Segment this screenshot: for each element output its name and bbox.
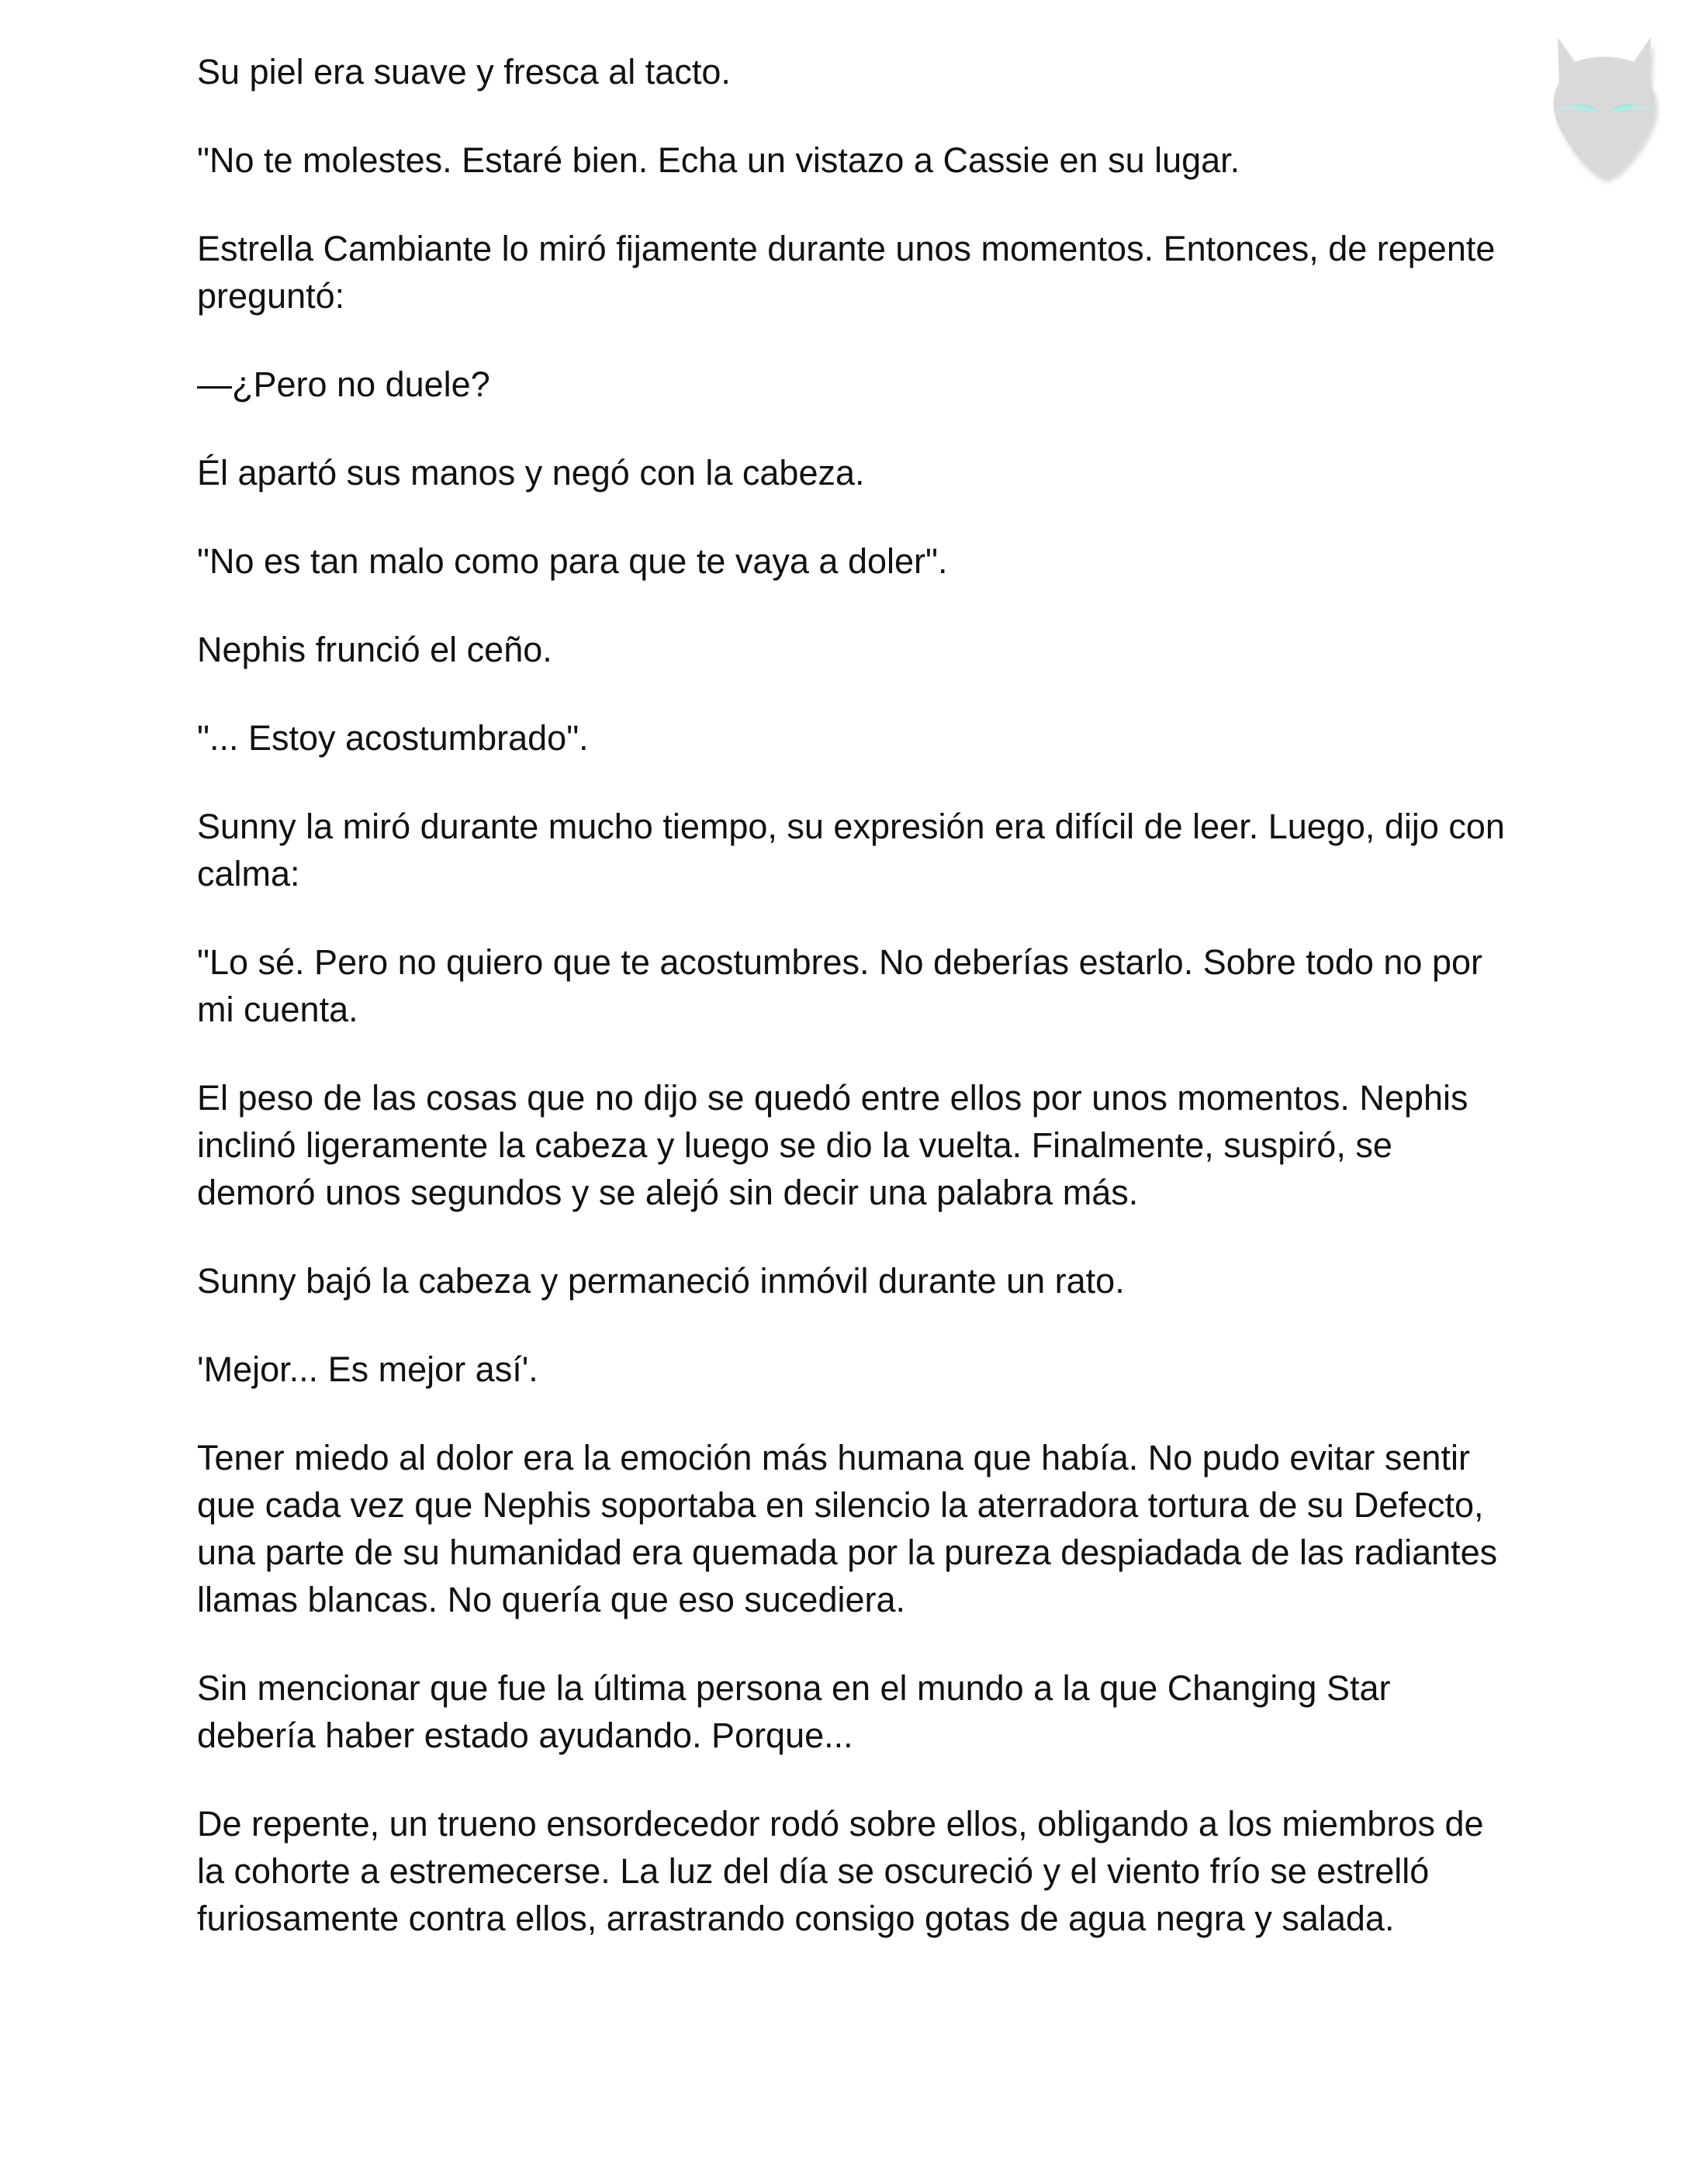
paragraph: Estrella Cambiante lo miró fijamente durante unos momentos. Entonces, de repente preguntó: xyxy=(197,229,1496,316)
paragraph: Sunny la miró durante mucho tiempo, su expresión era difícil de leer. Luego, dijo con calma: xyxy=(197,807,1505,893)
paragraph: —¿Pero no duele? xyxy=(197,365,490,404)
horned-demon-head-icon xyxy=(1527,14,1682,185)
paragraph: El peso de las cosas que no dijo se quedó entre ellos por unos momentos. Nephis inclinó ligeramente la cabeza y luego se dio la vuelta. Finalmente, suspiró, se demoró unos segundos y se alejó sin decir una palabra más. xyxy=(197,1078,1468,1212)
paragraph: "... Estoy acostumbrado". xyxy=(197,718,589,758)
paragraph: Él apartó sus manos y negó con la cabeza. xyxy=(197,453,865,492)
document-body xyxy=(197,48,1516,1983)
paragraph: Sunny bajó la cabeza y permaneció inmóvil durante un rato. xyxy=(197,1261,1125,1301)
paragraph: Tener miedo al dolor era la emoción más humana que había. No pudo evitar sentir que cada vez que Nephis soportaba en silencio la aterradora tortura de su Defecto, una parte de su humanidad era quemada por la pureza despiadada de las radiantes llamas blancas. No quería que eso sucediera. xyxy=(197,1438,1498,1619)
paragraph: "No es tan malo como para que te vaya a doler". xyxy=(197,541,948,581)
paragraph: Sin mencionar que fue la última persona en el mundo a la que Changing Star debería haber estado ayudando. Porque... xyxy=(197,1668,1391,1755)
paragraph: "No te molestes. Estaré bien. Echa un vistazo a Cassie en su lugar. xyxy=(197,140,1240,180)
paragraph: Su piel era suave y fresca al tacto. xyxy=(197,52,731,92)
paragraph: De repente, un trueno ensordecedor rodó sobre ellos, obligando a los miembros de la cohorte a estremecerse. La luz del día se oscureció y el viento frío se estrelló furiosamente contra ellos, arrastrando consigo gotas de agua negra y salada. xyxy=(197,1804,1484,1938)
paragraph: Nephis frunció el ceño. xyxy=(197,630,552,669)
paragraph: "Lo sé. Pero no quiero que te acostumbres. No deberías estarlo. Sobre todo no por mi cuenta. xyxy=(197,942,1482,1029)
paragraph: 'Mejor... Es mejor así'. xyxy=(197,1349,538,1389)
